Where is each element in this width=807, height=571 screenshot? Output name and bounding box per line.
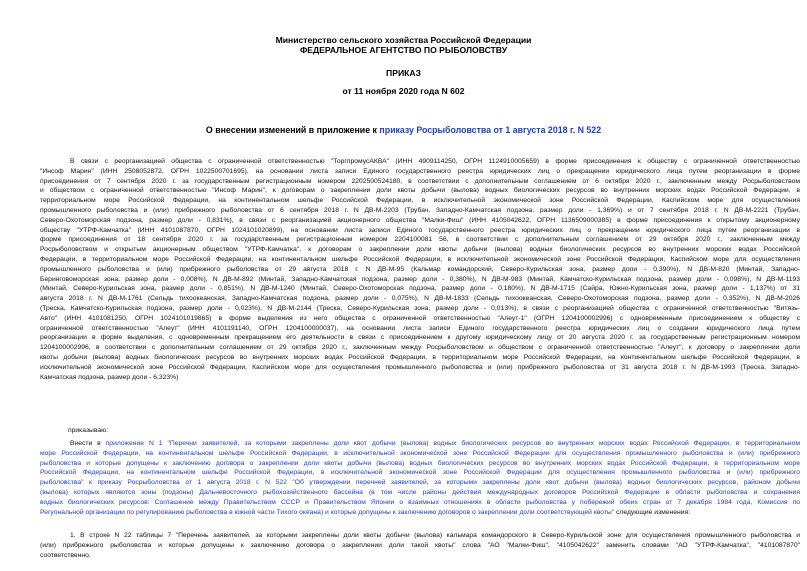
preamble-line: и обществом с ограниченной ответственностью "Инсоф Марин", к договорам о закреплении доли квоты добычи (вылова) водных биологических ресурсов во внутренних морских водах Российской Федерации, в: [40, 187, 800, 195]
amend-lead: Внести в: [70, 440, 106, 447]
appendix-1-link[interactable]: приложение N 1 "Перечни заявителей, за которыми закреплены доли квот добычи (вылова) водных биологических ресурсов во внутренних морских водах Российской Федерации, в территориальном: [105, 440, 800, 447]
preamble-line: 1204100002996, в соответствии с дополнительным соглашением от 29 октября 2020 г., заключенным между Росрыболовством и обществом с ограниченной ответственностью "Алеут", к договору о закреплении доли: [40, 344, 800, 352]
item-line: 1. В строке N 22 таблицы 7 "Перечень заявителей, за которыми закреплены доли квоты добычи (вылова) кальмара командорского в Северо-Курильской зоне для осуществления промышленного рыболовства и: [70, 532, 800, 539]
appendix-1-link[interactable]: водных биологических ресурсов: Соглашение между Правительством СССР и Правительством Японии о взаимных отношениях в области рыболовства у побережий обеих стран от 7 декабря 1984 года, Комиссия по: [40, 498, 800, 506]
preamble-line: форме присоединения от 18 сентября 2020 г. за государственным регистрационным номером 2204100081 56, в соответствии с дополнительным соглашением от 29 октября 2020 г., заключенным между: [40, 236, 800, 244]
preamble-line: обществу "УТРФ-Камчатка" (ИНН 4101087870, ОГРН 1024101020899), на основании листа записи Единого государственного реестра юридических лиц о прекращении юридического лица путем реорганизации в: [40, 226, 800, 234]
preamble-line: ограниченной ответственностью "Алеут" (ИНН 4101191140, ОГРН 1204100000037), на основании листа записи Единого государственного реестра юридических лиц о создании юридического лица путем: [40, 324, 800, 332]
appendix-1-link[interactable]: рыболовства" к приказу Росрыболовства от 1 августа 2018 г. N 522 "Об утверждении перечней заявителей, за которыми закреплены доли квот добычи (вылова) водных биологических ресурсов, районом добычи: [40, 479, 800, 487]
resolves-text: приказываю:: [68, 427, 109, 434]
preamble-line: исключительной экономической зоне Российской Федерации, Каспийском море для осуществления промышленного рыболовства и (или) прибрежного рыболовства от 31 августа 2018 г. N ДВ-М-1993 (Треска, Западно-: [40, 363, 800, 371]
preamble-line: реорганизации в форме выделения, с одновременным прекращением его деятельности в связи с присоединением к другому юридическому лицу от 20 августа 2020 г. за государственным регистрационным номером: [40, 334, 800, 342]
amend-tail: следующие изменения:: [614, 508, 691, 516]
preamble-line: промышленного рыболовства и (или) прибрежного рыболовства от 6 сентября 2018 г. N ДВ-М-2203 (Трубач, Западно-Камчатская подзона, размер доли - 1,369%) и от 7 сентября 2018 г. N ДВ-М-2221 (Трубач,: [40, 206, 800, 214]
doc-title: [0, 125, 807, 135]
preamble-paragraph: [40, 157, 800, 382]
order-522-link[interactable]: приказу Росрыболовства от 1 августа 2018 г. N 522: [379, 125, 602, 135]
preamble-line: территориальном море Российской Федерации, на континентальном шельфе Российской Федерации, в исключительной экономической зоне Российской Федерации, Каспийском море для осуществления: [40, 197, 800, 205]
preamble-line: В связи с реорганизацией общества с ограниченной ответственностью "ТоргпромусАКВА" (ИНН 4909114250, ОГРН 1124910005659) в форме присоединения к обществу с ограниченной ответственностью: [70, 158, 800, 165]
preamble-line: (Треска, Камчатско-Курильская подзона, размер доли - 0,023%), N ДВ-М-2144 (Треска, Северо-Курильская зона, размер доли - 0,013%), в связи с реорганизацией общества с ограниченной ответственностью "Витязь-: [40, 304, 800, 312]
appendix-1-link[interactable]: Регуональной организации по регулированию рыболовства в южной части Тихого океана) и которые допущены к заключению договоров о закреплении доли соответствующей квоты": [40, 508, 615, 516]
preamble-line: "Инсоф Марин" (ИНН 2508052872, ОГРН 1022500701695), на основании листа записи Единого государственного реестра юридических лиц о прекращении юридического лица путем реорганизации в форме: [40, 167, 800, 175]
preamble-line: квоты добычи (вылова) водных биологических ресурсов во внутренних морских водах Российской Федерации, в территориальном море Российской Федерации, на континентальном шельфе Российской Федерации, в: [40, 353, 800, 361]
preamble-line: Северо-Охотоморская подзона, размер доли - 0,831%), в связи с реорганизацией акционерного общества "Малки-Фиш" (ИНН 4105042622, ОГРН 1136509000385) в форме присоединения к открытому акционерному: [40, 216, 800, 224]
appendix-1-link[interactable]: Российской Федерации, на континентальном шельфе Российской Федерации, в исключительной экономической зоне Российской Федерации для осуществления промышленного рыболовства и (или) прибрежного: [40, 469, 800, 477]
agency-name: ФЕДЕРАЛЬНОЕ АГЕНТСТВО ПО РЫБОЛОВСТВУ: [299, 45, 508, 55]
amend-line: [40, 439, 800, 449]
ministry-name: Министерство сельского хозяйства Российской Федерации: [275, 35, 532, 45]
preamble-line: Росрыболовством и открытым акционерным обществом "УТРФ-Камчатка", к договорам о закреплении доли квоты добычи (вылова) водных биологических ресурсов во внутренних морских водах Российской: [40, 246, 800, 254]
doc-type: ПРИКАЗ: [386, 68, 421, 78]
preamble-line: (Минтай, Северо-Курильская зона, размер доли - 0,851%), N ДВ-М-1240 (Минтай, Северо-Охотоморская подзона, размер доли - 0,180%), N ДВ-М-1715 (Сайра, Южно-Курильская зона, размер доли - 1,137%) от 31: [40, 285, 800, 293]
preamble-line: Федерации, в территориальном море Российской Федерации, на континентальном шельфе Российской Федерации, в исключительной экономической зоне Российской Федерации, Каспийском море для осуществления: [40, 255, 800, 263]
preamble-line: Камчатская подзона, размер доли - 6,323%): [40, 373, 179, 381]
preamble-line: промышленного рыболовства и (или) прибрежного рыболовства от 29 августа 2018 г. N ДВ-М-95 (Кальмар командорский, Северо-Курильская зона, размер доли - 0,390%), N ДВ-М-820 (Минтай, Западно-: [40, 265, 800, 273]
item-line: (или) прибрежного рыболовства и которые допущены к заключению договора о закреплении доли такой квоты" слова "АО "Малки-Фиш", "4105042622" заменить словами "АО "УТРФ-Камчатка", "4101087870": [40, 541, 800, 549]
preamble-line: Авто" (ИНН 4101081250, ОГРН 1024101019865) в форме выделения из него общества с ограниченной ответственностью "Алеут-1" (ОГРН 1204100002996) с одновременным присоединением к обществу с: [40, 314, 800, 322]
appendix-1-link[interactable]: рыболовства и которые допущены к заключению договора о закреплении доли квоты добычи (вылова) водных биологических ресурсов во внутренних морских водах Российской Федерации, в территориальном море: [40, 459, 800, 467]
preamble-line: присоединения от 7 сентября 2020 г. за государственным регистрационным номером 2202500524180, в соответствии с дополнительным соглашением от 6 октября 2020 г., заключенным между Росрыболовством: [40, 177, 800, 185]
preamble-line: Беринговоморская зона, размер доли - 0,008%), N ДВ-М-892 (Минтай, Западно-Камчатская подзона, размер доли - 0,380%), N ДВ-М-983 (Минтай, Камчатско-Курильская подзона, размер доли - 0,098%), N ДВ-М-1193: [40, 275, 800, 283]
amend-paragraph: [40, 439, 800, 517]
doc-title-prefix: О внесении изменений в приложение к: [205, 125, 380, 135]
item-1-paragraph: [40, 531, 800, 560]
preamble-line: августа 2018 г. N ДВ-М-1761 (Сельдь тихоокеанская, Западно-Камчатская подзона, размер доли - 0,075%), N ДВ-М-1833 (Сельдь тихоокеанская, Северо-Охотоморская подзона, размер доли - 0,352%), N ДВ-М-2026: [40, 295, 800, 303]
doc-date: от 11 ноября 2020 года N 602: [342, 86, 465, 96]
appendix-1-link[interactable]: (вылова) которых являются зоны (подзоны) Дальневосточного рыбохозяйственного бассейна (в том числе районы действия международных договоров Российской Федерации в области рыболовства и сохранения: [40, 488, 800, 496]
appendix-1-link[interactable]: море Российской Федерации, на континентальном шельфе Российской Федерации, в исключительной экономической зоне Российской Федерации для осуществления промышленного рыболовства и (или) прибрежного: [40, 449, 800, 457]
amend-line: [40, 508, 800, 518]
item-line: соответственно.: [40, 551, 91, 559]
